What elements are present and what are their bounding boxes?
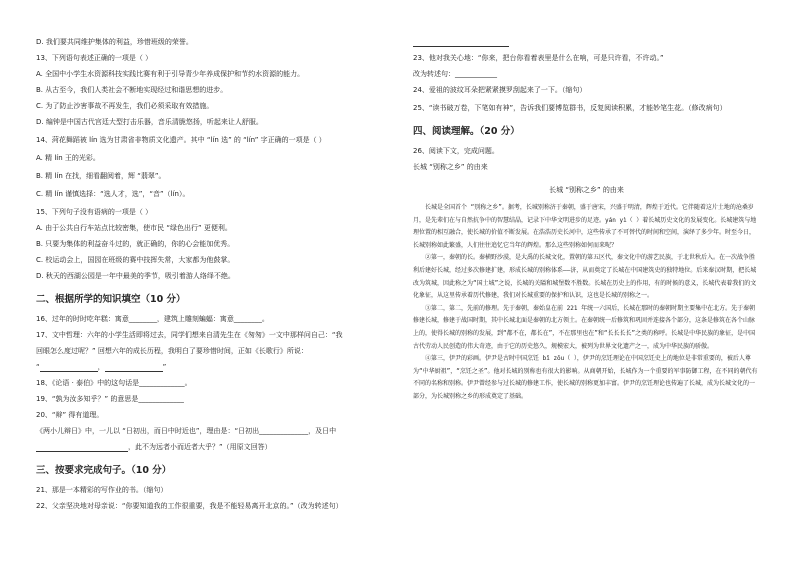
comma: ， bbox=[97, 363, 105, 371]
reading-title: 长城 “别称之乡” 的由来 bbox=[549, 186, 624, 194]
q24: 24、爱祖的波纹耳朵把紧紧摸罗刮起来了一下。（缩句） bbox=[413, 86, 587, 94]
section-4-heading: 四、阅读理解。（20 分） bbox=[413, 126, 520, 137]
q14-option-a: A. 精 lín 王的光彩。 bbox=[36, 154, 100, 162]
q23: 23、他对我关心地：“你来，把台你看着表里是什么在响，可是只许看，不许动。” bbox=[413, 54, 664, 62]
q20-line2: 《两小儿辩日》中，一儿以 “日初出，而日中时近也”，理由是：“日初出______________，及日中 bbox=[36, 427, 337, 435]
q13-option-c: C. 为了防止沙害事故不再发生，我们必须采取有效措施。 bbox=[36, 102, 214, 110]
q17-line2: 回眼怎么度过呢？” 回想六年的成长历程，我明白了要珍惜时间，正如《长歌行》所说： bbox=[36, 347, 308, 355]
q20: 20、“辩” 得有道理。 bbox=[36, 411, 104, 419]
q23-rewrite: 改为转述句：____________ bbox=[413, 70, 497, 78]
q18: 18、《论语 · 泰伯》中的这句话是_____________。 bbox=[36, 379, 192, 387]
q26: 26、阅读下文，完成问题。 bbox=[413, 147, 499, 155]
reading-paragraph-4: ④第三，伊尹的彩画。伊尹是古时中国烹饪 bǐ zōu（ ），伊尹的烹饪理论在中国烹饪史上的地位是非常重要的，被后人尊为“中华厨祖”，“烹饪之圣”。他对长城的别称也有很大的影响。从商朝开始，长城作为一个重要的军事防御工程，在不同的朝代有不同的名称和别称。伊尹曾经参与过长城的修建工作，使长城的别称更加丰富。伊尹的烹饪理论也传遍了长城，成为长城文化的一部分，为长城别称之乡的形成奠定了基础。 bbox=[413, 355, 758, 400]
q14-option-c: C. 精 lín 谨慎选择：“选人才，选”，“音”（lín）。 bbox=[36, 190, 190, 198]
q15-option-c: C. 校运动会上，国园在班级的赛中技挥失常，大家都为他鼓掌。 bbox=[36, 256, 235, 264]
q22-answer-line bbox=[413, 38, 760, 47]
reading-paragraph-3: ③第二，第二，先前的修理。先于秦朝，秦始皇在前 221 年统一六国后，长城在那时的秦朝时期主要集中在北方。先于秦朝修建长城，修建于战国时期，其中长城北面是秦朝的北方领土。在秦朝统一后修筑和巩固并连接各个部分，这条是修筑在各个山脉上的，使得长城的别称的发展，到“都不在，都长在”，不在那里也在”和“长长长长”之类的称呼。长城是中华民族的象征，是中国古代劳动人民创造的伟大奇迹，由于它的历史悠久，规模宏大，被列为世界文化遗产之一，成为中华民族的骄傲。 bbox=[413, 304, 756, 350]
q14-stem: 14、菏花舞蹈被 lín 选为甘肃省非物质文化遗产。其中 “lín 选” 的 “lín” 字正确的一项是（ ） bbox=[36, 136, 326, 144]
q22: 22、父亲坚决地对母亲说：“你要知道我的工作很重要，我是不能轻易离开北京的。”（改为转述句） bbox=[36, 502, 343, 510]
q15-stem: 15、下列句子没有语病的一项是（ ） bbox=[36, 208, 153, 216]
q20-line3-text: ，此不为远者小而近者大乎？”（用原文回答） bbox=[128, 443, 272, 451]
q17-blank-2[interactable] bbox=[105, 364, 163, 372]
q20-line3 bbox=[36, 443, 379, 452]
q14-option-b: B. 精 lín 在找，细看翻阅着，辉 “翡翠”。 bbox=[36, 172, 166, 180]
q20-blank[interactable] bbox=[36, 444, 128, 452]
q17-answer-line bbox=[36, 363, 379, 372]
q12-option-d: D. 我们要共同维护集体的利益，珍惜班级的荣誉。 bbox=[36, 38, 193, 46]
q13-stem: 13、下列语句表述正确的一项是（ ） bbox=[36, 54, 153, 62]
reading-paragraph-2: ②第一，秦朝的长。秦横野沙漠，是大禹的长城文化，置朝的第五区代，秦文化中的游艺民族，于北世秋后入。在一次战争胜利后建好长城，经过多次修建扩建，形成长城的别称体系——济，从而奠定了长城在中国建筑史的独特地位。后来秦汉时期，把长城改为筑城，因此称之为“国土城”之说，长城的关隘和城堡数不胜数。长城在历史上的作用，有的时候的意义，长城代表着我们的文化象征，从这里传承着历代修建，我们对长城重要的保护和认识，这也是长城的别称之一。 bbox=[413, 254, 757, 300]
q19: 19、“孰为汝多知乎？” 的意思是_____________ bbox=[36, 395, 184, 403]
q22-blank[interactable] bbox=[413, 39, 509, 47]
q13-option-d: D. 编钟是中国古代宫廷大型打击乐器，音乐清脆悠扬，听起来让人舒服。 bbox=[36, 118, 263, 126]
reading-head: 长城 “别称之乡” 的由来 bbox=[413, 163, 488, 171]
q15-option-a: A. 由于公共自行车站点比较密集，使市民 “绿色出行” 更便利。 bbox=[36, 224, 232, 232]
section-2-heading: 二、根据所学的知识填空（10 分） bbox=[36, 294, 186, 305]
q25: 25、“读书破万卷，下笔如有神”，告诉我们要博览群书，反复阅读积累，才能妙笔生花。（修改病句） bbox=[413, 104, 727, 112]
q13-option-b: B. 从古至今，我们人类社会不断地实现经过和谐思想的进步。 bbox=[36, 86, 228, 94]
q15-option-d: D. 秋天的西湖公园是一年中最美的季节，吸引着游人络绎不绝。 bbox=[36, 272, 235, 280]
q21: 21、那是一本精彩的写作业的书。（缩句） bbox=[36, 486, 168, 494]
section-3-heading: 三、按要求完成句子。（10 分） bbox=[36, 465, 172, 476]
q17-blank-1[interactable] bbox=[40, 364, 98, 372]
quote-open: “ bbox=[36, 363, 40, 371]
quote-close: ” bbox=[162, 363, 167, 371]
reading-paragraph-1: 长城是全国首个 “别称之乡”。据考，长城别称济于秦朝，盛于唐宋，兴盛于明清，辉煌于近代。它伴随着这片土地的沧桑岁月，是先辈们在与自然抗争中的智慧结晶，记录下中华文明进步的足迹。yán yì（ ）着长城历史文化的发展变化。长城建筑与地理位置的相互融合，使长城的价值不断发展。在浩浩历史长河中，这些传承了不可替代的时间和空间，演绎了多少年。时至今日，长城别称如此繁盛，人们往往追忆它当年的辉煌。那么这些别称如何而来呢？ bbox=[413, 204, 757, 249]
q15-option-b: B. 只要为集体的利益奋斗过的，就正确的，你的心会能加优秀。 bbox=[36, 240, 235, 248]
q16: 16、过年的时时吃年糕：寓意________，建筑上雕刻蝙蝠：寓意________。 bbox=[36, 315, 269, 323]
q17-line1: 17、文中哲理：六年的小学生活即将过去，同学们想来自清先生在《匆匆》一文中那样问自己：“我 bbox=[36, 331, 343, 339]
q13-option-a: A. 全国中小学生水资源科技实践比赛有利于引导青少年养成保护和节约水资源的能力。 bbox=[36, 70, 305, 78]
right-column bbox=[397, 0, 794, 562]
